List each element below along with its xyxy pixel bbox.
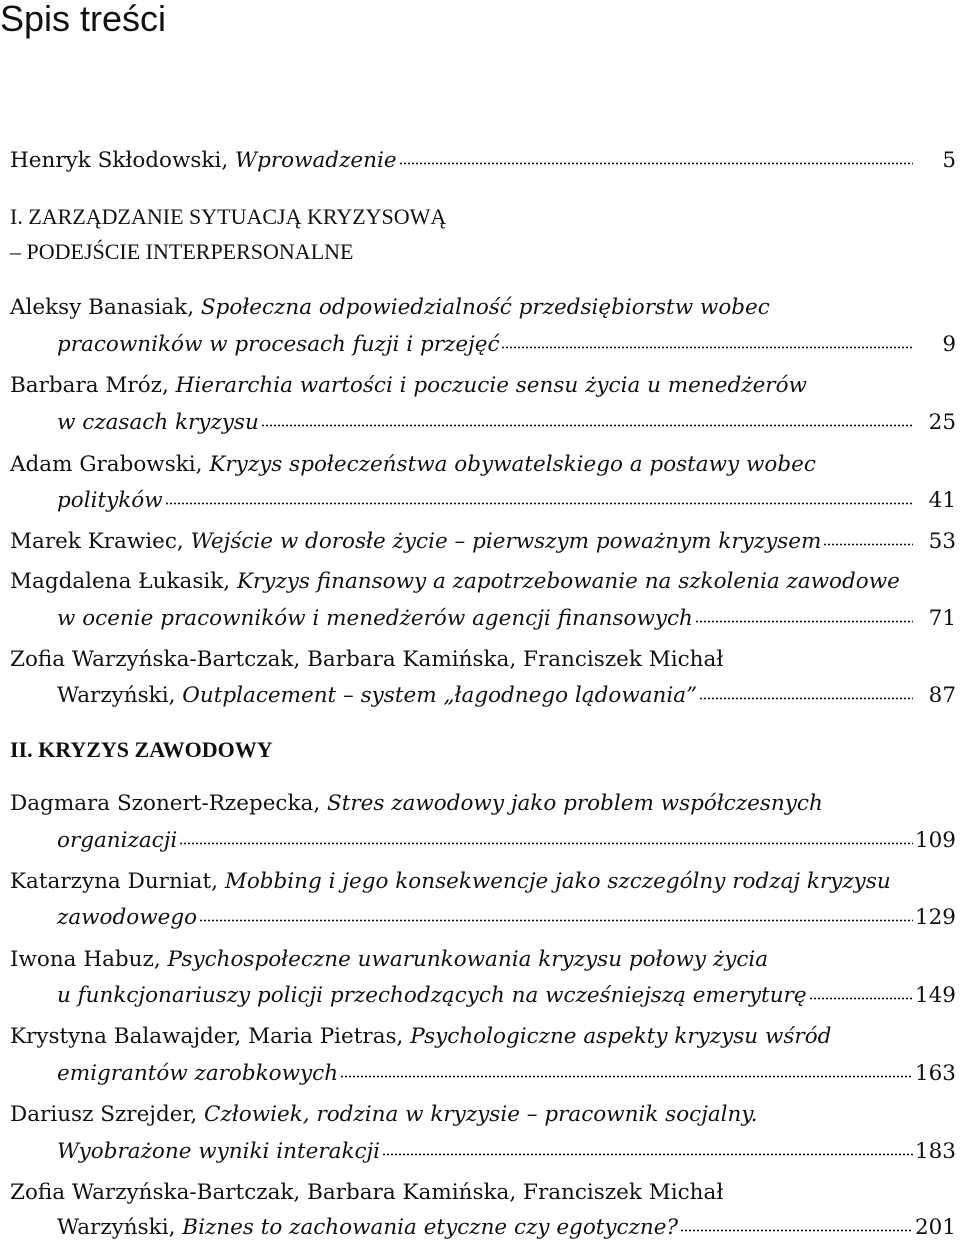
page-number: 87 xyxy=(928,683,956,708)
entry-author: Zofia Warzyńska-Bartczak, Barbara Kamińska, Franciszek Michał xyxy=(10,1180,724,1205)
entry-author: Dagmara Szonert-Rzepecka, xyxy=(10,791,327,816)
page-number: 183 xyxy=(914,1139,956,1164)
entry-title: Mobbing i jego konsekwencje jako szczególny rodzaj kryzysu xyxy=(224,869,891,894)
dot-leader xyxy=(179,842,913,845)
dot-leader xyxy=(340,1075,913,1078)
entry-title-cont: pracowników w procesach fuzji i przejęć xyxy=(57,332,500,357)
entry-author: Dariusz Szrejder, xyxy=(10,1102,205,1127)
entry-title-cont: w ocenie pracowników i menedżerów agencji finansowych xyxy=(57,606,693,631)
toc-entry-balawajder xyxy=(10,1022,915,1052)
toc-entry-grabowski xyxy=(10,450,915,480)
page-number: 109 xyxy=(914,828,956,853)
dot-leader xyxy=(680,1229,913,1232)
page-number: 163 xyxy=(914,1061,956,1086)
entry-title: Biznes to zachowania etyczne czy egotyczne? xyxy=(182,1215,679,1240)
toc-entry-szonert xyxy=(10,789,915,819)
entry-title-cont: u funkcjonariuszy policji przechodzących na wcześniejszą emeryturę xyxy=(57,983,807,1008)
toc-entry-warzynska-2-cont xyxy=(57,1213,915,1243)
entry-title-cont: polityków xyxy=(57,488,163,513)
toc-entry-mroz xyxy=(10,371,915,401)
dot-leader xyxy=(399,162,913,165)
entry-author: Henryk Skłodowski, xyxy=(10,148,235,173)
entry-author: Adam Grabowski, xyxy=(10,452,210,477)
section-heading-1-sub: – PODEJŚCIE INTERPERSONALNE xyxy=(10,239,354,264)
dot-leader xyxy=(695,620,913,623)
page-number: 9 xyxy=(942,332,956,357)
entry-title: Psychologiczne aspekty kryzysu wśród xyxy=(410,1024,832,1049)
entry-author: Zofia Warzyńska-Bartczak, Barbara Kamińska, Franciszek Michał xyxy=(10,647,724,672)
toc-entry-habuz xyxy=(10,945,915,975)
entry-title: Społeczna odpowiedzialność przedsiębiorstw wobec xyxy=(200,295,770,320)
dot-leader xyxy=(501,346,913,349)
dot-leader xyxy=(261,424,913,427)
entry-author: Katarzyna Durniat, xyxy=(10,869,225,894)
entry-author: Marek Krawiec, xyxy=(10,529,191,554)
entry-title: Stres zawodowy jako problem współczesnych xyxy=(327,791,823,816)
toc-entry-krawiec xyxy=(10,527,915,557)
entry-author: Iwona Habuz, xyxy=(10,947,168,972)
dot-leader xyxy=(382,1153,913,1156)
toc-entry-habuz-cont xyxy=(57,981,915,1011)
dot-leader xyxy=(699,697,913,700)
entry-author: Aleksy Banasiak, xyxy=(10,295,201,320)
entry-title: Wejście w dorosłe życie – pierwszym poważnym kryzysem xyxy=(190,529,822,554)
page-number: 5 xyxy=(942,148,956,173)
toc-entry-banasiak-cont xyxy=(57,330,915,360)
toc-entry-banasiak xyxy=(10,293,915,323)
toc-entry-warzynska-2 xyxy=(10,1178,915,1208)
section-heading-1: I. ZARZĄDZANIE SYTUACJĄ KRYZYSOWĄ xyxy=(10,204,447,229)
entry-title-cont: Wyobrażone wyniki interakcji xyxy=(57,1139,381,1164)
toc-entry-durniat xyxy=(10,867,915,897)
entry-title: Człowiek, rodzina w kryzysie – pracownik socjalny. xyxy=(204,1102,758,1127)
toc-entry-szrejder xyxy=(10,1100,915,1130)
toc-entry-grabowski-cont xyxy=(57,486,915,516)
toc-entry-szonert-cont xyxy=(57,826,915,856)
toc-entry-balawajder-cont xyxy=(57,1059,915,1089)
entry-title-cont: emigrantów zarobkowych xyxy=(57,1061,339,1086)
entry-title-cont: zawodowego xyxy=(57,905,198,930)
page-number: 201 xyxy=(914,1215,956,1240)
entry-author-cont: Warzyński, xyxy=(57,1215,183,1240)
page-number: 149 xyxy=(914,983,956,1008)
entry-title: Wprowadzenie xyxy=(235,148,397,173)
toc-entry-lukasik xyxy=(10,567,915,597)
entry-title: Kryzys społeczeństwa obywatelskiego a postawy wobec xyxy=(209,452,816,477)
entry-author: Barbara Mróz, xyxy=(10,373,176,398)
dot-leader xyxy=(165,502,913,505)
toc-entry-intro xyxy=(10,146,915,176)
entry-author-cont: Warzyński, xyxy=(57,683,183,708)
toc-entry-warzynska-1 xyxy=(10,645,915,675)
entry-title: Psychospołeczne uwarunkowania kryzysu połowy życia xyxy=(167,947,769,972)
entry-author: Krystyna Balawajder, Maria Pietras, xyxy=(10,1024,411,1049)
page-number: 53 xyxy=(928,529,956,554)
toc-entry-szrejder-cont xyxy=(57,1137,915,1167)
entry-author: Magdalena Łukasik, xyxy=(10,569,237,594)
page-number: 25 xyxy=(928,410,956,435)
toc-entry-durniat-cont xyxy=(57,903,915,933)
page-number: 129 xyxy=(914,905,956,930)
page-title: Spis treści xyxy=(0,0,167,39)
page-number: 71 xyxy=(928,606,956,631)
entry-title: Kryzys finansowy a zapotrzebowanie na szkolenia zawodowe xyxy=(236,569,900,594)
entry-title: Outplacement – system „łagodnego lądowania” xyxy=(182,683,698,708)
page-number: 41 xyxy=(928,488,956,513)
toc-entry-mroz-cont xyxy=(57,408,915,438)
toc-entry-lukasik-cont xyxy=(57,604,915,634)
section-heading-2: II. KRYZYS ZAWODOWY xyxy=(10,737,273,762)
entry-title-cont: organizacji xyxy=(57,828,178,853)
entry-title: Hierarchia wartości i poczucie sensu życia u menedżerów xyxy=(175,373,807,398)
dot-leader xyxy=(199,919,913,922)
toc-entry-warzynska-1-cont xyxy=(57,681,915,711)
entry-title-cont: w czasach kryzysu xyxy=(57,410,259,435)
